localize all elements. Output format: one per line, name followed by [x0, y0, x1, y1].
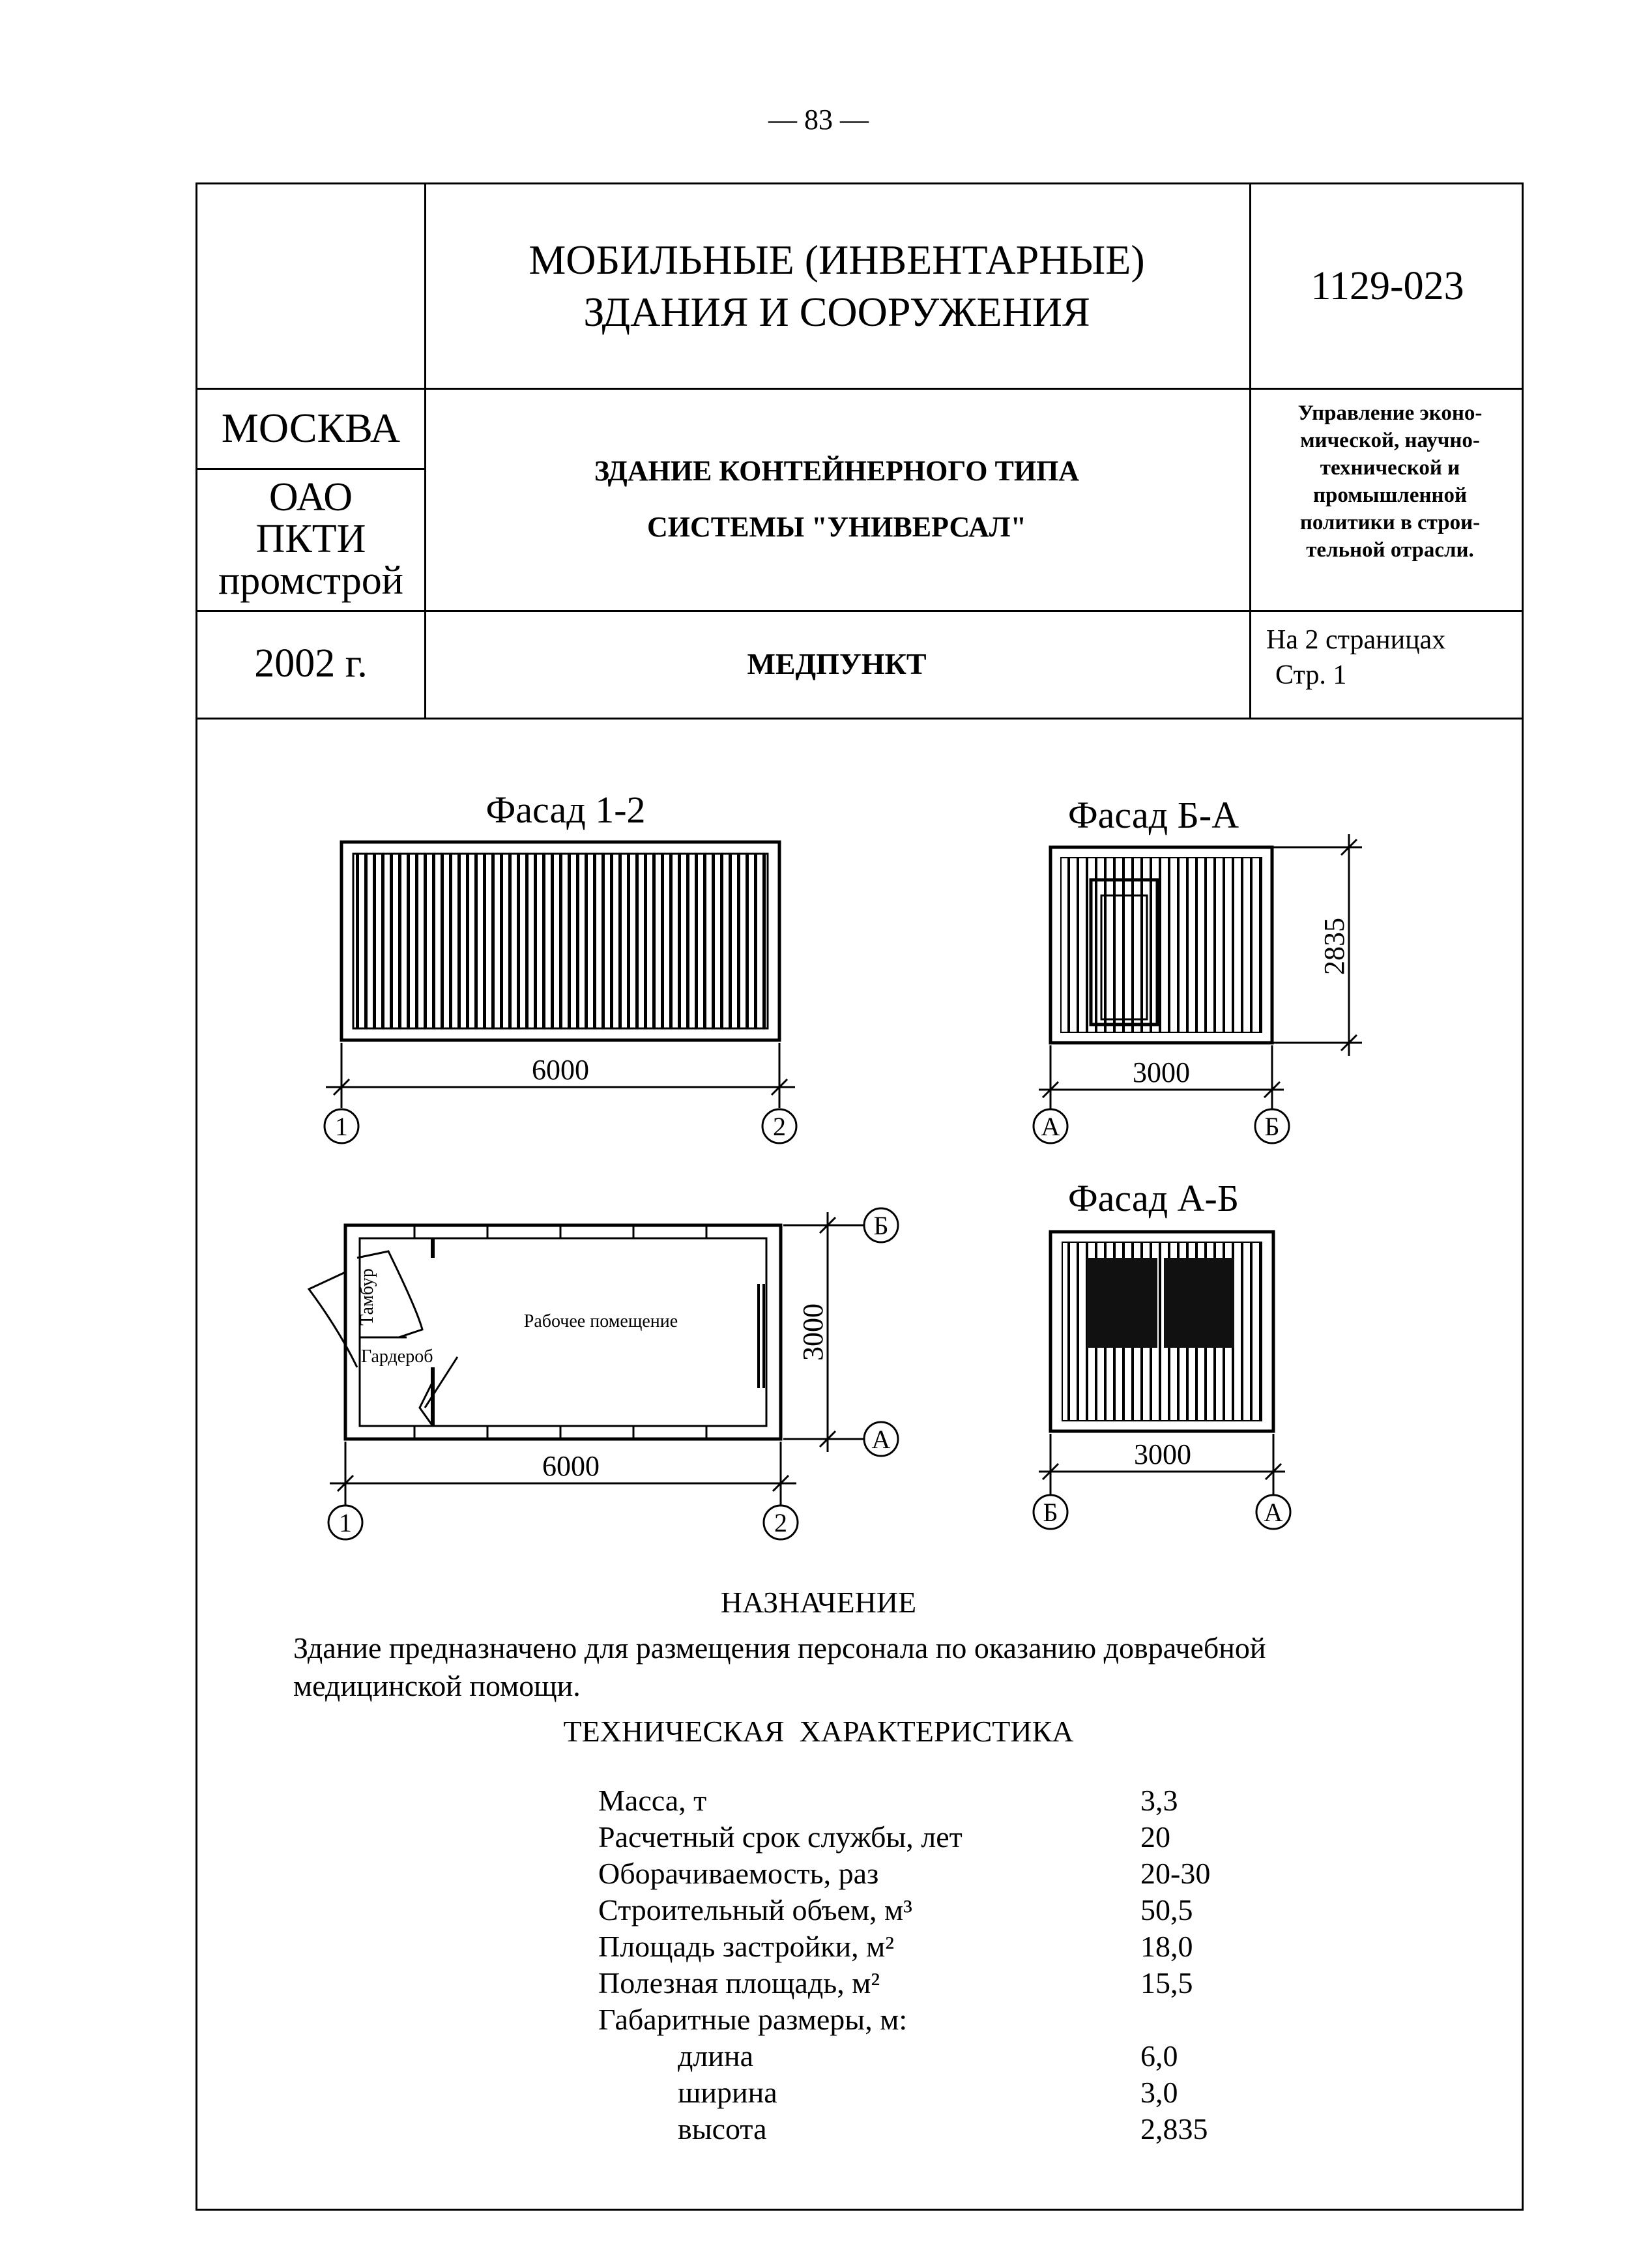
- facade-title: Фасад 1-2: [485, 789, 646, 831]
- outer-wall: [345, 1225, 781, 1439]
- spec-label: длина: [678, 2039, 754, 2072]
- facade-a-b: [1034, 1177, 1290, 1529]
- main-title-line: ЗДАНИЯ И СООРУЖЕНИЯ: [583, 289, 1090, 335]
- spec-value: 6,0: [1140, 2039, 1178, 2072]
- spec-label: Строительный объем, м³: [598, 1893, 912, 1926]
- purpose-text: [293, 1629, 1466, 1705]
- spec-value: 20: [1140, 1820, 1170, 1854]
- axis-label: 1: [335, 1112, 348, 1141]
- width-dimension: 3000: [1133, 1056, 1190, 1088]
- spec-label: высота: [678, 2112, 767, 2145]
- axis-label: 1: [339, 1508, 352, 1537]
- door-swing: [309, 1272, 357, 1367]
- spec-label: ширина: [678, 2076, 777, 2109]
- axis-label: Б: [873, 1211, 889, 1240]
- window: [1164, 1258, 1234, 1348]
- width-dimension: 3000: [797, 1303, 829, 1361]
- spec-value: 15,5: [1140, 1966, 1193, 1999]
- room-vestibule: Тамбур: [357, 1268, 377, 1326]
- authority-line: мической, научно-: [1300, 429, 1480, 452]
- org-line: ОАО: [268, 475, 353, 519]
- spec-label: Габаритные размеры, м:: [598, 2003, 908, 2036]
- spec-value: 50,5: [1140, 1893, 1193, 1926]
- main-title-line: МОБИЛЬНЫЕ (ИНВЕНТАРНЫЕ): [529, 237, 1145, 283]
- axis-label: 2: [774, 1508, 787, 1537]
- spec-label: Расчетный срок службы, лет: [598, 1820, 963, 1854]
- spec-label: Полезная площадь, м²: [598, 1966, 880, 1999]
- building-type-line: ЗДАНИЕ КОНТЕЙНЕРНОГО ТИПА: [594, 454, 1080, 487]
- spec-label: Площадь застройки, м²: [598, 1930, 895, 1963]
- org-line: промстрой: [218, 559, 403, 603]
- axis-label: А: [1264, 1498, 1283, 1527]
- axis-label: А: [1041, 1112, 1060, 1141]
- facade-b-a: [1034, 794, 1362, 1143]
- window: [1087, 1258, 1157, 1348]
- axis-label: 2: [773, 1112, 786, 1141]
- facade-cladding: [353, 854, 768, 1028]
- spec-label: Оборачиваемость, раз: [598, 1857, 879, 1890]
- series-code: 1129-023: [1311, 263, 1464, 308]
- room-wardrobe: Гардероб: [361, 1346, 433, 1367]
- axis-label: Б: [1043, 1498, 1058, 1527]
- authority-line: тельной отрасли.: [1306, 538, 1474, 562]
- subject-title: МЕДПУНКТ: [747, 647, 927, 680]
- spec-value: 3,0: [1140, 2076, 1178, 2109]
- facade-title: Фасад А-Б: [1067, 1177, 1239, 1219]
- authority-line: Управление эконо-: [1297, 401, 1483, 425]
- spec-value: 2,835: [1140, 2112, 1208, 2145]
- axis-label: Б: [1264, 1112, 1280, 1141]
- page-count-line: На 2 страницах: [1266, 625, 1446, 655]
- org-line: ПКТИ: [255, 517, 366, 561]
- length-dimension: 6000: [542, 1450, 600, 1482]
- room-work: Рабочее помещение: [523, 1311, 678, 1331]
- facade-1-2: [325, 789, 796, 1143]
- spec-value: 18,0: [1140, 1930, 1193, 1963]
- spec-value: 3,3: [1140, 1784, 1178, 1817]
- building-type-line: СИСТЕМЫ "УНИВЕРСАЛ": [646, 510, 1027, 543]
- spec-label: Масса, т: [598, 1784, 707, 1817]
- authority-line: промышленной: [1312, 484, 1468, 507]
- page-index: Стр. 1: [1275, 660, 1347, 690]
- width-dimension: 3000: [1134, 1438, 1191, 1470]
- floor-plan: [309, 1208, 898, 1539]
- purpose-line: Здание предназначено для размещения персонала по оказанию доврачебной: [293, 1631, 1266, 1665]
- axis-label: А: [871, 1425, 891, 1454]
- authority-line: технической и: [1320, 456, 1460, 480]
- year: 2002 г.: [254, 641, 368, 686]
- facade-title: Фасад Б-А: [1067, 794, 1239, 836]
- purpose-line: медицинской помощи.: [293, 1669, 581, 1702]
- spec-value: 20-30: [1140, 1857, 1211, 1890]
- page-number: — 83 —: [768, 104, 869, 136]
- inner-wall: [360, 1238, 766, 1426]
- door-panel: [1101, 895, 1147, 1019]
- city: МОСКВА: [221, 404, 401, 451]
- purpose-heading: НАЗНАЧЕНИЕ: [720, 1586, 917, 1619]
- height-dimension: 2835: [1318, 918, 1350, 975]
- authority-line: политики в строи-: [1299, 511, 1481, 534]
- width-dimension: 6000: [532, 1054, 589, 1086]
- specs-heading: ТЕХНИЧЕСКАЯ ХАРАКТЕРИСТИКА: [563, 1715, 1074, 1748]
